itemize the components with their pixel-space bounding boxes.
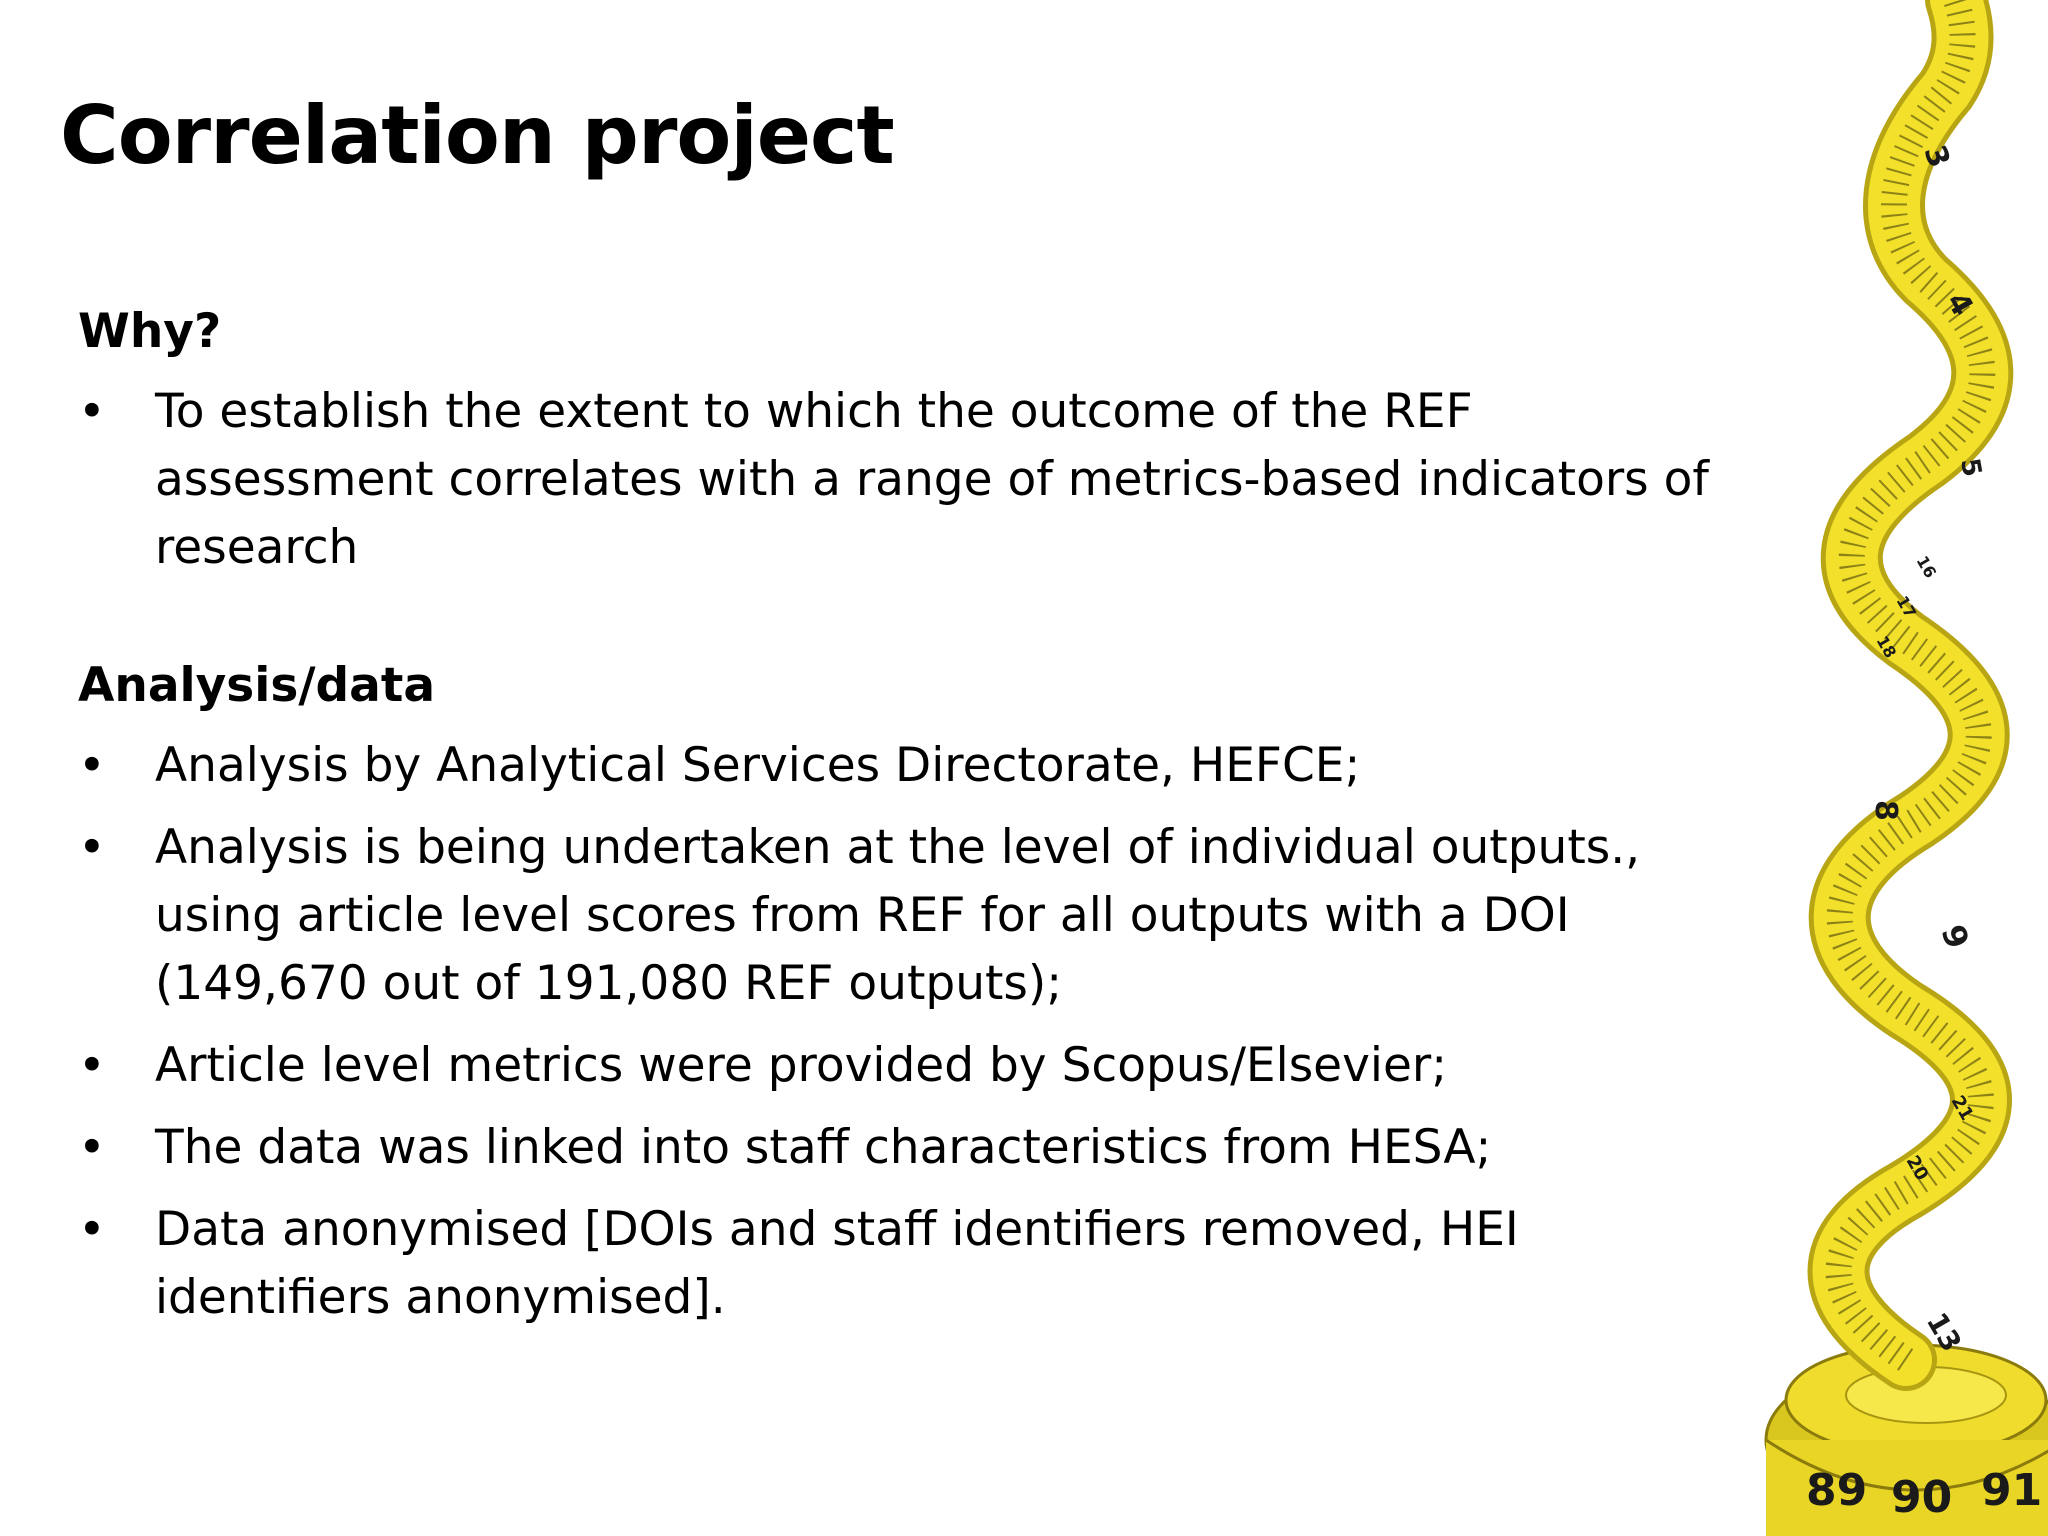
list-item bbox=[78, 1032, 1758, 1100]
bullet-text: The data was linked into staff characteristics from HESA; bbox=[155, 1120, 1492, 1175]
bullet-icon: • bbox=[78, 1038, 106, 1093]
bullet-text: Analysis by Analytical Services Directorate, HEFCE; bbox=[155, 738, 1361, 793]
bullet-icon: • bbox=[78, 1120, 106, 1175]
analysis-bullet-list bbox=[78, 732, 1758, 1332]
tape-number: 17 bbox=[1892, 592, 1921, 622]
tape-number: 3 bbox=[1916, 140, 1957, 173]
why-bullet-list bbox=[78, 378, 1758, 582]
bullet-text: Analysis is being undertaken at the level of individual outputs., using article level scores from REF for all outputs with a DOI (149,670 out of 191,080 REF outputs); bbox=[155, 820, 1641, 1011]
section-heading-why: Why? bbox=[78, 304, 222, 359]
tape-number: 18 bbox=[1872, 632, 1901, 662]
tape-number: 16 bbox=[1912, 552, 1941, 582]
tape-number: 4 bbox=[1939, 286, 1980, 323]
list-item bbox=[78, 378, 1758, 582]
tape-number: 13 bbox=[1919, 1307, 1969, 1358]
bullet-text: Data anonymised [DOIs and staff identifiers removed, HEI identifiers anonymised]. bbox=[155, 1202, 1519, 1325]
tape-number: 5 bbox=[1954, 456, 1987, 480]
list-item bbox=[78, 732, 1758, 800]
tape-number: 8 bbox=[1868, 800, 1903, 821]
list-item bbox=[78, 814, 1758, 1018]
tape-number: 89 bbox=[1806, 1465, 1868, 1516]
page-title: Correlation project bbox=[60, 89, 894, 182]
bullet-icon: • bbox=[78, 820, 106, 875]
bullet-icon: • bbox=[78, 1202, 106, 1257]
bullet-icon: • bbox=[78, 738, 106, 793]
section-heading-analysis: Analysis/data bbox=[78, 658, 436, 713]
list-item bbox=[78, 1196, 1758, 1332]
tape-number: 21 bbox=[1946, 1092, 1978, 1125]
tape-measure-icon bbox=[1756, 0, 2048, 1536]
list-item bbox=[78, 1114, 1758, 1182]
tape-measure-illustration bbox=[1756, 0, 2048, 1536]
tape-number: 9 bbox=[1933, 919, 1977, 954]
bullet-icon: • bbox=[78, 384, 106, 439]
tape-number: 91 bbox=[1981, 1465, 2043, 1516]
tape-number: 20 bbox=[1901, 1152, 1933, 1185]
tape-number: 90 bbox=[1891, 1472, 1953, 1523]
bullet-text: To establish the extent to which the outcome of the REF assessment correlates with a range of metrics-based indicators of research bbox=[155, 384, 1709, 575]
bullet-text: Article level metrics were provided by Scopus/Elsevier; bbox=[155, 1038, 1448, 1093]
slide-content bbox=[78, 300, 1758, 1346]
